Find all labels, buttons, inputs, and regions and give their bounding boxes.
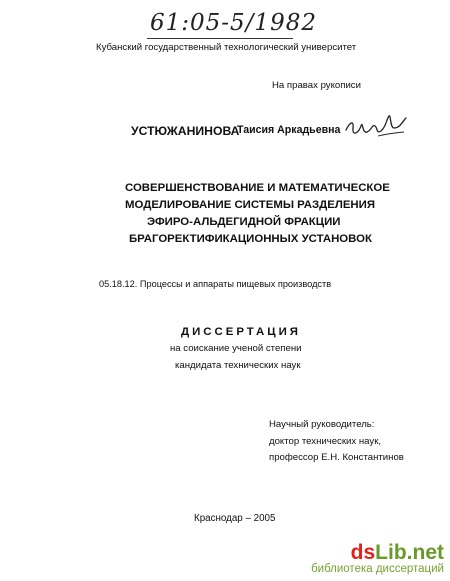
title-line-1: СОВЕРШЕНСТВОВАНИЕ И МАТЕМАТИЧЕСКОЕ xyxy=(125,182,390,194)
place-year: Краснодар – 2005 xyxy=(194,513,276,524)
degree-line-2: кандидата технических наук xyxy=(175,360,301,371)
dslib-watermark xyxy=(311,541,444,575)
watermark-subtitle: библиотека диссертаций xyxy=(311,563,444,575)
supervisor-name: профессор Е.Н. Константинов xyxy=(269,452,404,463)
archive-underline xyxy=(147,38,293,39)
watermark-ds: ds xyxy=(350,541,376,564)
watermark-lib: Lib.net xyxy=(375,541,444,564)
degree-line-1: на соискание ученой степени xyxy=(170,343,302,354)
supervisor-label: Научный руководитель: xyxy=(269,419,375,430)
author-surname: УСТЮЖАНИНОВА xyxy=(131,124,240,138)
title-line-3: ЭФИРО-АЛЬДЕГИДНОЙ ФРАКЦИИ xyxy=(147,216,341,228)
title-line-2: МОДЕЛИРОВАНИЕ СИСТЕМЫ РАЗДЕЛЕНИЯ xyxy=(125,199,376,211)
dissertation-heading: ДИССЕРТАЦИЯ xyxy=(181,326,301,338)
specialty-code: 05.18.12. Процессы и аппараты пищевых производств xyxy=(99,279,332,289)
author-signature xyxy=(342,110,408,144)
university-name: Кубанский государственный технологический университет xyxy=(96,42,357,53)
rights-note: На правах рукописи xyxy=(272,80,361,91)
author-given-names: Таисия Аркадьевна xyxy=(237,124,341,136)
archive-number: 61:05-5/1982 xyxy=(150,10,317,36)
supervisor-degree: доктор технических наук, xyxy=(269,436,382,447)
title-line-4: БРАГОРЕКТИФИКАЦИОННЫХ УСТАНОВОК xyxy=(129,233,372,245)
